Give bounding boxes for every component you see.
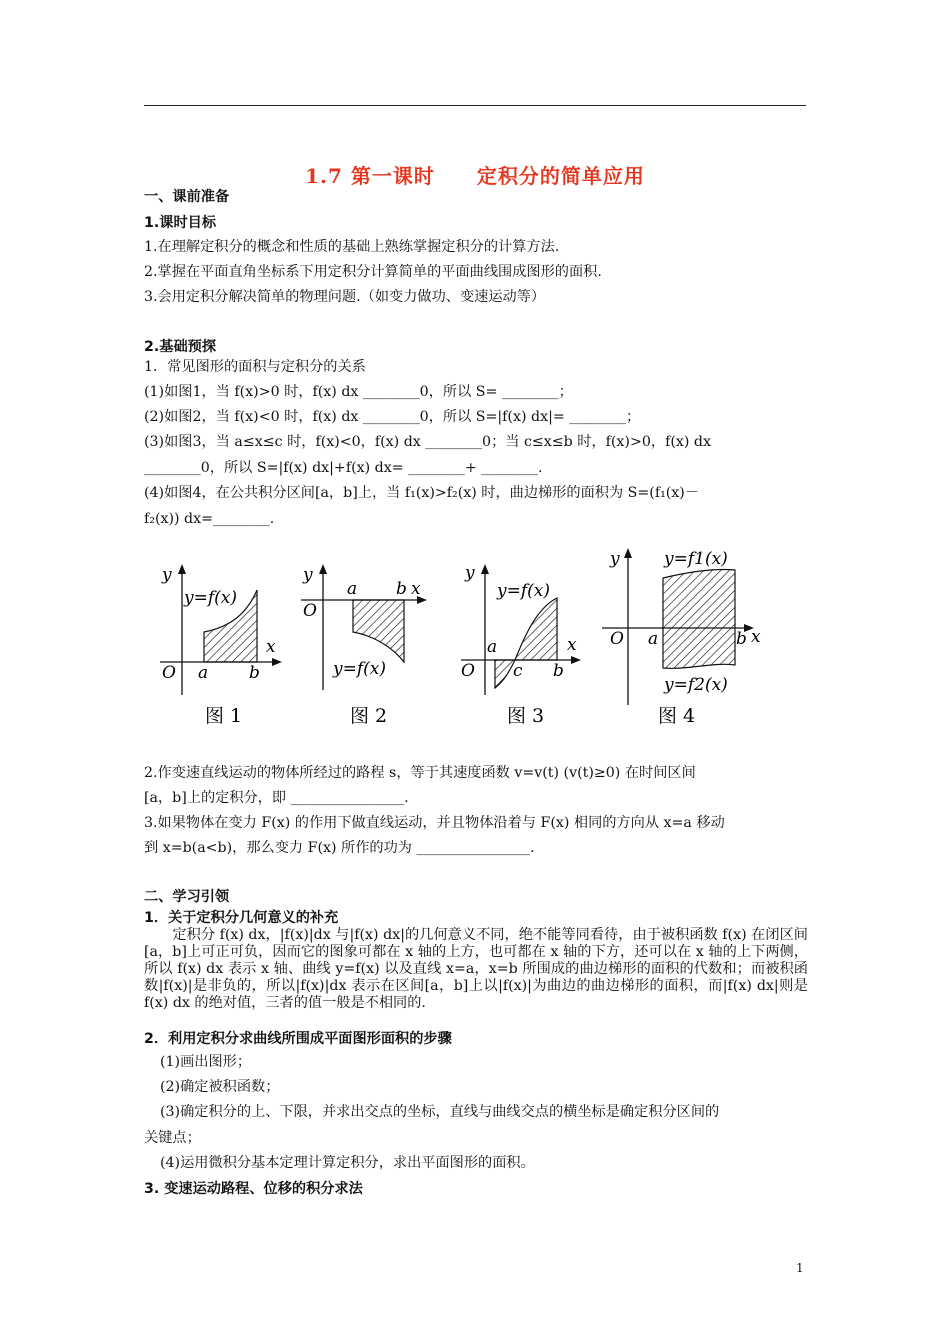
origin-label: O — [303, 601, 317, 621]
point-b-label: b — [396, 579, 407, 599]
list-item: (3)确定积分的上、下限，并求出交点的坐标，直线与曲线交点的横坐标是确定积分区间的 — [160, 1104, 720, 1120]
subsection-heading: 3. 变速运动路程、位移的积分求法 — [144, 1181, 363, 1197]
x-axis-label: x — [411, 579, 421, 599]
point-b-label: b — [736, 629, 747, 649]
section-heading: 一、课前准备 — [144, 189, 230, 205]
text-line: 到 x=b(a<b)，那么变力 F(x) 所作的功为 ________________. — [144, 840, 535, 856]
point-b-label: b — [553, 661, 564, 681]
figure-4 — [598, 540, 773, 735]
text-line: 关键点； — [144, 1130, 201, 1146]
text-line: 1.在理解定积分的概念和性质的基础上熟练掌握定积分的计算方法. — [144, 239, 560, 255]
curve-label: y=f(x) — [184, 588, 237, 608]
x-axis-label: x — [567, 635, 577, 655]
point-a-label: a — [487, 637, 498, 657]
subsection-heading: 2．利用定积分求曲线所围成平面图形面积的步骤 — [144, 1031, 452, 1047]
figure-caption: 图 2 — [350, 705, 388, 727]
subsection-heading: 1.课时目标 — [144, 215, 217, 231]
text-line: 3.会用定积分解决简单的物理问题.（如变力做功、变速运动等） — [144, 289, 546, 305]
x-axis-label: x — [751, 627, 761, 647]
text-line: 2.掌握在平面直角坐标系下用定积分计算简单的平面曲线围成图形的面积. — [144, 264, 602, 280]
text-line: [a，b]上的定积分，即 ________________. — [144, 790, 409, 806]
text-line: 3.如果物体在变力 F(x) 的作用下做直线运动，并且物体沿着与 F(x) 相同的方向从 x=a 移动 — [144, 815, 725, 831]
point-c-label: c — [513, 661, 523, 681]
point-a-label: a — [198, 663, 209, 683]
text-line: 1．常见图形的面积与定积分的关系 — [144, 359, 366, 375]
point-a-label: a — [347, 579, 358, 599]
origin-label: O — [461, 661, 475, 681]
list-item: (2)确定被积函数； — [160, 1079, 280, 1095]
text-line: (1)如图1，当 f(x)>0 时，f(x) dx ________0，所以 S= ________； — [144, 384, 573, 400]
text-line: (2)如图2，当 f(x)<0 时，f(x) dx ________0，所以 S=|f(x) dx|= ________； — [144, 409, 641, 425]
text-line: (3)如图3，当 a≤x≤c 时，f(x)<0，f(x) dx ________0；当 c≤x≤b 时，f(x)>0，f(x) dx — [144, 434, 711, 450]
subsection-heading: 1．关于定积分几何意义的补充 — [144, 910, 339, 926]
origin-label: O — [162, 663, 176, 683]
curve-label: y=f(x) — [497, 581, 550, 601]
list-item: (1)画出图形； — [160, 1054, 252, 1070]
subsection-heading: 2.基础预探 — [144, 339, 217, 355]
x-axis-label: x — [266, 637, 276, 657]
curve-f2-label: y=f2(x) — [664, 675, 728, 695]
figure-3 — [455, 540, 590, 735]
origin-label: O — [610, 629, 624, 649]
section-heading: 二、学习引领 — [144, 889, 230, 905]
header-rule — [144, 105, 806, 106]
y-axis-label: y — [465, 563, 475, 583]
paragraph: 定积分 f(x) dx，|f(x)|dx 与|f(x) dx|的几何意义不同，绝不能等同看待，由于被积函数 f(x) 在闭区间[a，b]上可正可负，因而它的图象可都在 x 轴的上方，也可都在 x 轴的下方，还可以在 x 轴的上下两侧，所以 f(x) dx 表示 x 轴、曲线 y=f(x) 以及直线 x=a，x=b 所围成的曲边梯形的面积的代数和；而被积函数|f(x)|是非负的，所以|f(x)|dx 表示在区间[a，b]上以|f(x)|为曲边的曲边梯形的面积，而|f(x) dx|则是 f(x) dx 的绝对值，三者的值一般是不相同的. — [144, 927, 808, 1011]
list-item: (4)运用微积分基本定理计算定积分，求出平面图形的面积。 — [160, 1155, 535, 1171]
page-title: 1.7 第一课时 定积分的简单应用 — [305, 164, 645, 188]
point-a-label: a — [648, 629, 659, 649]
figure-2 — [295, 540, 435, 735]
curve-label: y=f(x) — [333, 659, 386, 679]
figure-caption: 图 4 — [658, 705, 696, 727]
figure-caption: 图 1 — [205, 705, 243, 727]
text-line: (4)如图4，在公共积分区间[a，b]上，当 f₁(x)>f₂(x) 时，曲边梯形的面积为 S=(f₁(x)－ — [144, 485, 700, 501]
figure-1 — [150, 540, 285, 735]
text-line: 2.作变速直线运动的物体所经过的路程 s，等于其速度函数 v=v(t) (v(t)≥0) 在时间区间 — [144, 765, 696, 781]
y-axis-label: y — [162, 565, 172, 585]
point-b-label: b — [249, 663, 260, 683]
figure-caption: 图 3 — [507, 705, 545, 727]
page-number: 1 — [796, 1261, 804, 1275]
curve-f1-label: y=f1(x) — [664, 549, 728, 569]
text-line: ________0，所以 S=|f(x) dx|+f(x) dx= ________+ ________. — [144, 460, 543, 476]
y-axis-label: y — [303, 565, 313, 585]
text-line: f₂(x)) dx=________. — [144, 511, 275, 527]
y-axis-label: y — [610, 549, 620, 569]
